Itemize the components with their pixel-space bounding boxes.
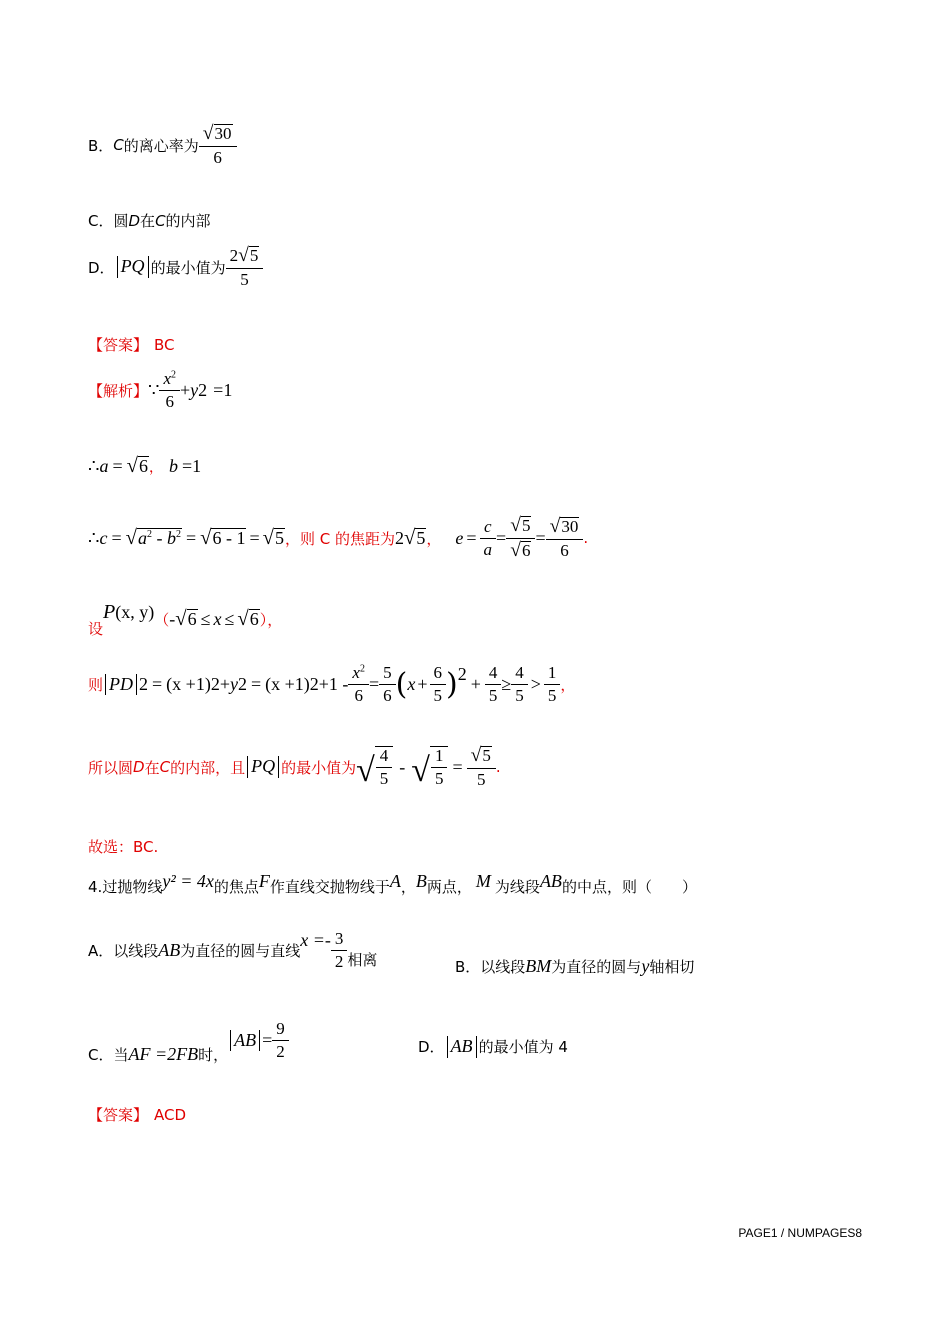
- x2-over-6: $\frac{x^2}{6}$: [161, 370, 178, 411]
- analysis-line-5: 则 PD 2 = (x +1) 2 + y 2 = (x +1) 2 +1 - $\frac{x^2}{6}$ = $\frac{5}{6}$ ( x + $\frac{6}{5}$ ) 2 + $\frac{4}{5}$ ≥ $\frac{4}{5}$ > $\frac{1}{5}$ ，: [88, 663, 576, 705]
- equals: =: [112, 456, 123, 476]
- option-d-prefix: D．: [88, 258, 115, 277]
- option-c-prefix: C．圆: [88, 212, 129, 230]
- option-c-mid: 在: [140, 212, 156, 230]
- var-b: b: [168, 456, 178, 476]
- q4-option-b: B．以线段 BM 为直径的圆与 y 轴相切: [455, 956, 695, 976]
- answer-1: [88, 334, 175, 355]
- analysis-line-1: 【解析】 ∵ $\frac{x^2}{6}$ + y 2 =1: [88, 369, 233, 411]
- eq-one: =1: [213, 379, 233, 400]
- option-d-text: 的最小值为: [150, 258, 226, 277]
- eq-one: =1: [181, 456, 202, 476]
- because-symbol: ∵: [148, 379, 160, 400]
- plus: +: [180, 379, 191, 400]
- option-b-prefix: B．: [88, 136, 114, 155]
- option-b-text: 的离心率为: [123, 136, 199, 155]
- analysis-line-4: 设 P (x, y) （ - √ 6 ≤ x ≤ √ 6 ），: [88, 601, 283, 638]
- q4-option-a: A．以线段 AB 为直径的圆与直线 x =- $\frac{3}{2}$ 相离: [88, 929, 378, 971]
- var-c: C: [113, 136, 124, 155]
- option-b: [88, 124, 237, 167]
- conclusion: 故选：BC.: [88, 838, 159, 856]
- var-d: D: [128, 211, 141, 230]
- var-y: y: [190, 379, 199, 400]
- answer-label: 【答案】: [88, 336, 149, 354]
- eccentricity-fraction: √ 30 6: [201, 124, 235, 167]
- question-4-stem: 4. 过抛物线 y² = 4x 的焦点 F 作直线交抛物线于 A ， B 两点， M 为线段 AB 的中点，则（ ）: [88, 871, 697, 896]
- focal-text: ，则 C 的焦距为: [285, 529, 396, 548]
- analysis-label: 【解析】: [88, 381, 149, 400]
- option-c: [88, 210, 211, 231]
- min-fraction: 2 √ 5 5: [228, 246, 262, 289]
- q4-option-d: D． AB 的最小值为 4: [418, 1036, 568, 1057]
- therefore-symbol: ∴: [88, 456, 100, 476]
- analysis-line-6: 所以圆 D 在 C 的内部，且 PQ 的最小值为 √ $\frac{4}{5}$ - √ $\frac{1}{5}$ = √ 5 5 .: [88, 745, 501, 790]
- analysis-line-2: ∴ a = √ 6 ， b =1: [88, 455, 202, 478]
- answer-2: 【答案】 ACD: [88, 1105, 187, 1124]
- var-a: a: [99, 456, 109, 476]
- analysis-line-3: ∴ c = √ $a^2 - b^2$ = √ 6 - 1 = √ 5 ，则 C 的焦距为 2 √ 5 ， e = $\frac{c}{a}$ = √ 5 √ 6 = √ 30 6 .: [88, 515, 589, 561]
- abs-pq: PQ: [117, 256, 149, 278]
- comma: ，: [148, 460, 163, 476]
- option-c-tail: 的内部: [165, 212, 211, 230]
- q4-option-c: C．当 AF =2FB 时， AB = $\frac{9}{2}$: [88, 1016, 289, 1065]
- answer-value: BC: [154, 335, 175, 354]
- var-c: C: [155, 211, 166, 230]
- page-footer: PAGE1 / NUMPAGES8: [738, 1226, 862, 1240]
- option-d: [88, 246, 263, 289]
